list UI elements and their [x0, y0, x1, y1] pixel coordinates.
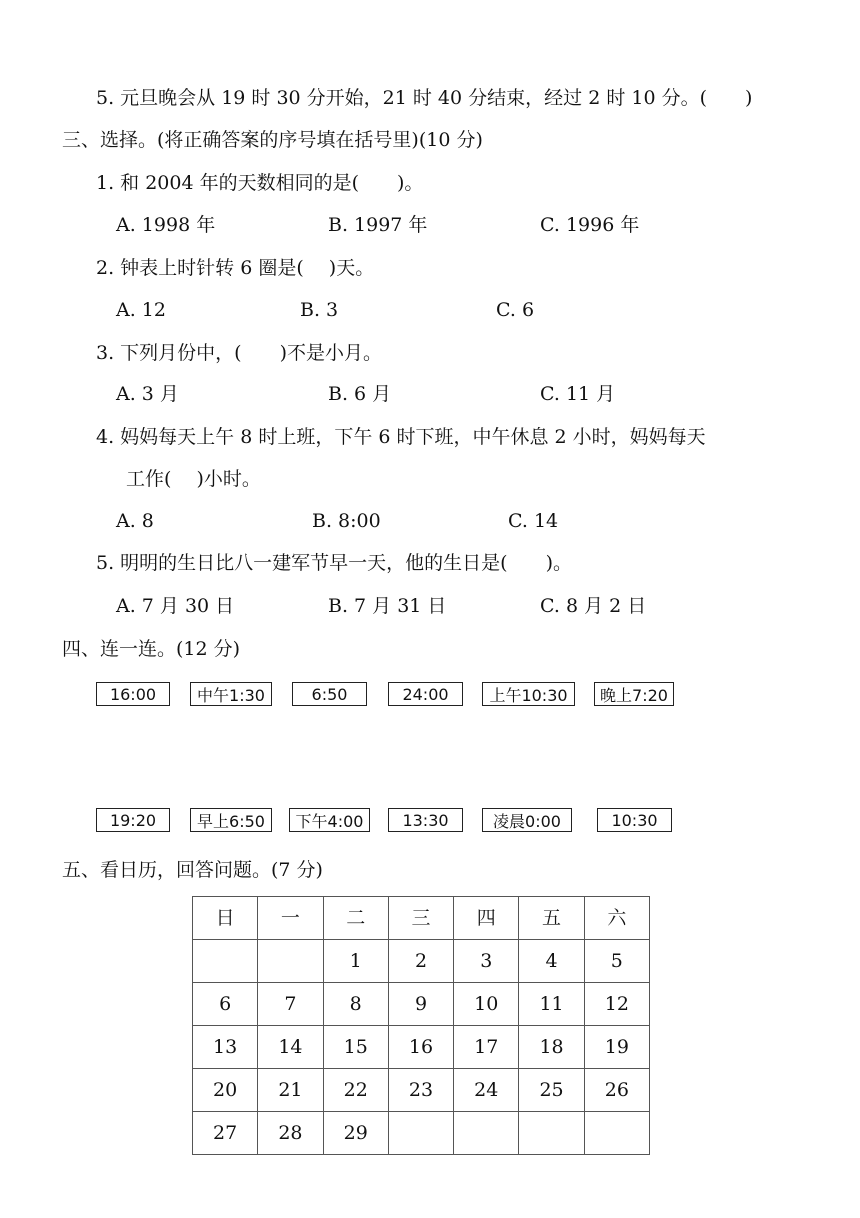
q4-option-c: C. 14 [508, 510, 559, 532]
day-cell [584, 1112, 649, 1155]
time-box-top[interactable]: 中午1:30 [190, 682, 272, 706]
time-box-top[interactable]: 晚上7:20 [594, 682, 674, 706]
day-cell: 2 [388, 940, 453, 983]
section-4-heading: 四、连一连。(12 分) [62, 638, 241, 660]
time-box-top[interactable]: 16:00 [96, 682, 170, 706]
q5-option-b: B. 7 月 31 日 [328, 595, 447, 617]
q2-option-c: C. 6 [496, 299, 535, 321]
time-box-top[interactable]: 上午10:30 [482, 682, 575, 706]
day-cell: 16 [388, 1026, 453, 1069]
day-cell: 20 [193, 1069, 258, 1112]
weekday-cell: 五 [519, 897, 584, 940]
q1-option-a: A. 1998 年 [116, 214, 216, 236]
calendar-week-row [193, 1026, 650, 1069]
weekday-cell: 六 [584, 897, 649, 940]
q4-option-a: A. 8 [116, 510, 154, 532]
day-cell: 18 [519, 1026, 584, 1069]
calendar-week-row [193, 1112, 650, 1155]
weekday-cell: 四 [454, 897, 519, 940]
q3-option-a: A. 3 月 [116, 383, 179, 405]
choice-question-5: 5. 明明的生日比八一建军节早一天，他的生日是( )。 [96, 552, 572, 574]
day-cell [519, 1112, 584, 1155]
day-cell: 5 [584, 940, 649, 983]
day-cell: 11 [519, 983, 584, 1026]
day-cell: 8 [323, 983, 388, 1026]
time-box-bottom[interactable]: 10:30 [597, 808, 672, 832]
q5-option-c: C. 8 月 2 日 [540, 595, 647, 617]
day-cell: 28 [258, 1112, 323, 1155]
day-cell: 19 [584, 1026, 649, 1069]
weekday-cell: 二 [323, 897, 388, 940]
day-cell [258, 940, 323, 983]
choice-question-2: 2. 钟表上时针转 6 圈是( )天。 [96, 257, 375, 279]
day-cell: 9 [388, 983, 453, 1026]
day-cell: 1 [323, 940, 388, 983]
calendar-table [192, 896, 650, 1155]
day-cell: 26 [584, 1069, 649, 1112]
q2-option-a: A. 12 [116, 299, 166, 321]
choice-question-1: 1. 和 2004 年的天数相同的是( )。 [96, 172, 424, 194]
day-cell: 23 [388, 1069, 453, 1112]
q1-option-c: C. 1996 年 [540, 214, 640, 236]
time-box-bottom[interactable]: 下午4:00 [289, 808, 370, 832]
day-cell [193, 940, 258, 983]
day-cell: 12 [584, 983, 649, 1026]
q3-option-b: B. 6 月 [328, 383, 392, 405]
weekday-cell: 一 [258, 897, 323, 940]
calendar-week-row [193, 983, 650, 1026]
time-box-bottom[interactable]: 凌晨0:00 [482, 808, 572, 832]
q1-option-b: B. 1997 年 [328, 214, 428, 236]
calendar-week-row [193, 1069, 650, 1112]
day-cell: 22 [323, 1069, 388, 1112]
weekday-cell: 三 [388, 897, 453, 940]
time-box-top[interactable]: 24:00 [388, 682, 463, 706]
section-5-heading: 五、看日历，回答问题。(7 分) [62, 859, 323, 881]
q3-option-c: C. 11 月 [540, 383, 616, 405]
day-cell: 13 [193, 1026, 258, 1069]
q2-option-b: B. 3 [300, 299, 339, 321]
day-cell: 15 [323, 1026, 388, 1069]
time-box-bottom[interactable]: 早上6:50 [190, 808, 272, 832]
choice-question-3: 3. 下列月份中，( )不是小月。 [96, 342, 382, 364]
time-box-bottom[interactable]: 13:30 [388, 808, 463, 832]
day-cell [388, 1112, 453, 1155]
day-cell: 21 [258, 1069, 323, 1112]
day-cell: 4 [519, 940, 584, 983]
day-cell: 24 [454, 1069, 519, 1112]
time-box-top[interactable]: 6:50 [292, 682, 367, 706]
time-box-bottom[interactable]: 19:20 [96, 808, 170, 832]
day-cell: 17 [454, 1026, 519, 1069]
day-cell: 7 [258, 983, 323, 1026]
section-3-heading: 三、选择。(将正确答案的序号填在括号里)(10 分) [62, 129, 483, 151]
q5-option-a: A. 7 月 30 日 [116, 595, 235, 617]
day-cell [454, 1112, 519, 1155]
day-cell: 14 [258, 1026, 323, 1069]
day-cell: 10 [454, 983, 519, 1026]
day-cell: 6 [193, 983, 258, 1026]
day-cell: 3 [454, 940, 519, 983]
day-cell: 29 [323, 1112, 388, 1155]
day-cell: 27 [193, 1112, 258, 1155]
calendar-header-row [193, 897, 650, 940]
weekday-cell: 日 [193, 897, 258, 940]
day-cell: 25 [519, 1069, 584, 1112]
choice-question-4: 4. 妈妈每天上午 8 时上班，下午 6 时下班，中午休息 2 小时，妈妈每天 [96, 426, 706, 448]
q4-option-b: B. 8:00 [312, 510, 381, 532]
calendar-week-row [193, 940, 650, 983]
judge-question-5: 5. 元旦晚会从 19 时 30 分开始，21 时 40 分结束，经过 2 时 10 分。( ) [96, 87, 753, 109]
choice-question-4-cont: 工作( )小时。 [126, 468, 261, 490]
